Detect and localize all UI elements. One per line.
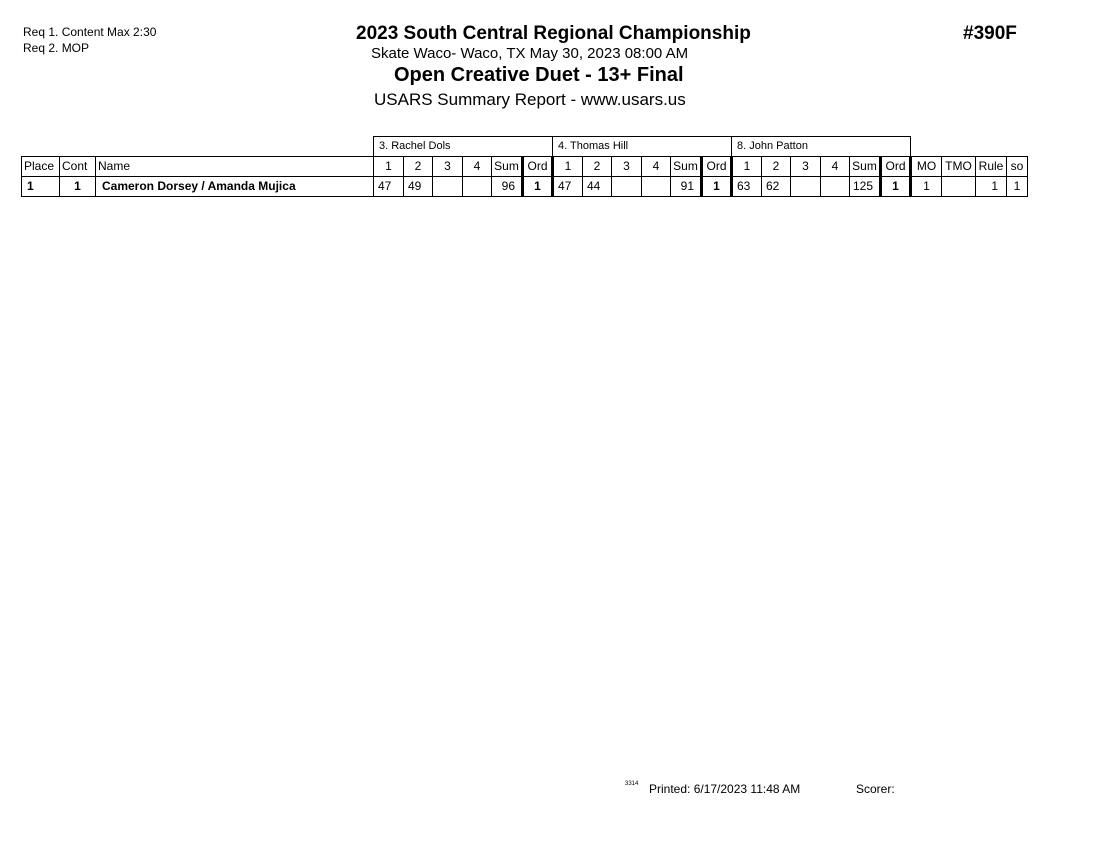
- col-j1-score-2: 2: [404, 157, 433, 177]
- judge-header-row: [22, 137, 1028, 157]
- col-rule: Rule: [976, 157, 1007, 177]
- col-j1-ord: Ord: [523, 157, 553, 177]
- col-place: Place: [22, 157, 60, 177]
- cell-so: 1: [1007, 177, 1028, 197]
- cell-j1-score-2: 49: [404, 177, 433, 197]
- cell-j2-score-1: 47: [553, 177, 583, 197]
- event-name: Open Creative Duet - 13+ Final: [394, 64, 684, 86]
- printed-timestamp: Printed: 6/17/2023 11:48 AM: [649, 782, 801, 796]
- col-j3-score-4: 4: [821, 157, 850, 177]
- cell-cont: 1: [60, 177, 96, 197]
- cell-j1-score-4: [463, 177, 492, 197]
- col-j2-sum: Sum: [671, 157, 702, 177]
- cell-j3-score-4: [821, 177, 850, 197]
- cell-j1-sum: 96: [492, 177, 523, 197]
- cell-mo: 1: [911, 177, 942, 197]
- col-j3-score-1: 1: [732, 157, 762, 177]
- cell-j2-score-2: 44: [583, 177, 612, 197]
- col-j1-sum: Sum: [492, 157, 523, 177]
- col-mo: MO: [911, 157, 942, 177]
- col-j1-score-1: 1: [374, 157, 404, 177]
- cell-j3-sum: 125: [850, 177, 881, 197]
- col-j3-ord: Ord: [881, 157, 911, 177]
- cell-rule: 1: [976, 177, 1007, 197]
- col-j2-score-4: 4: [642, 157, 671, 177]
- col-j3-score-3: 3: [791, 157, 821, 177]
- event-code: #390F: [963, 23, 1017, 44]
- cell-j1-ord: 1: [523, 177, 553, 197]
- scorer-label: Scorer:: [856, 782, 895, 796]
- summary-table: [21, 136, 1028, 197]
- col-j2-score-2: 2: [583, 157, 612, 177]
- col-j2-score-1: 1: [553, 157, 583, 177]
- col-so: so: [1007, 157, 1028, 177]
- col-name: Name: [96, 157, 374, 177]
- col-cont: Cont: [60, 157, 96, 177]
- cell-j3-score-3: [791, 177, 821, 197]
- col-j3-sum: Sum: [850, 157, 881, 177]
- col-tmo: TMO: [942, 157, 976, 177]
- event-title: 2023 South Central Regional Championship: [356, 23, 751, 44]
- judge-2-name: 4. Thomas Hill: [553, 137, 732, 157]
- report-name: USARS Summary Report - www.usars.us: [374, 90, 686, 109]
- cell-place: 1: [22, 177, 60, 197]
- col-j1-score-3: 3: [433, 157, 463, 177]
- cell-j2-sum: 91: [671, 177, 702, 197]
- requirement-1: Req 1. Content Max 2:30: [23, 25, 157, 39]
- cell-j2-ord: 1: [702, 177, 732, 197]
- table-row: [22, 177, 1028, 197]
- cell-tmo: [942, 177, 976, 197]
- col-j1-score-4: 4: [463, 157, 492, 177]
- col-j2-ord: Ord: [702, 157, 732, 177]
- judge-3-name: 8. John Patton: [732, 137, 911, 157]
- cell-j2-score-4: [642, 177, 671, 197]
- judge-1-name: 3. Rachel Dols: [374, 137, 553, 157]
- cell-j2-score-3: [612, 177, 642, 197]
- col-j2-score-3: 3: [612, 157, 642, 177]
- cell-j1-score-3: [433, 177, 463, 197]
- requirement-2: Req 2. MOP: [23, 41, 90, 55]
- col-j3-score-2: 2: [762, 157, 791, 177]
- cell-j3-score-2: 62: [762, 177, 791, 197]
- cell-j3-score-1: 63: [732, 177, 762, 197]
- footer-mark: 3314: [625, 781, 639, 787]
- cell-name: Cameron Dorsey / Amanda Mujica: [96, 177, 374, 197]
- column-header-row: [22, 157, 1028, 177]
- venue-line: Skate Waco- Waco, TX May 30, 2023 08:00 AM: [371, 45, 689, 62]
- cell-j3-ord: 1: [881, 177, 911, 197]
- cell-j1-score-1: 47: [374, 177, 404, 197]
